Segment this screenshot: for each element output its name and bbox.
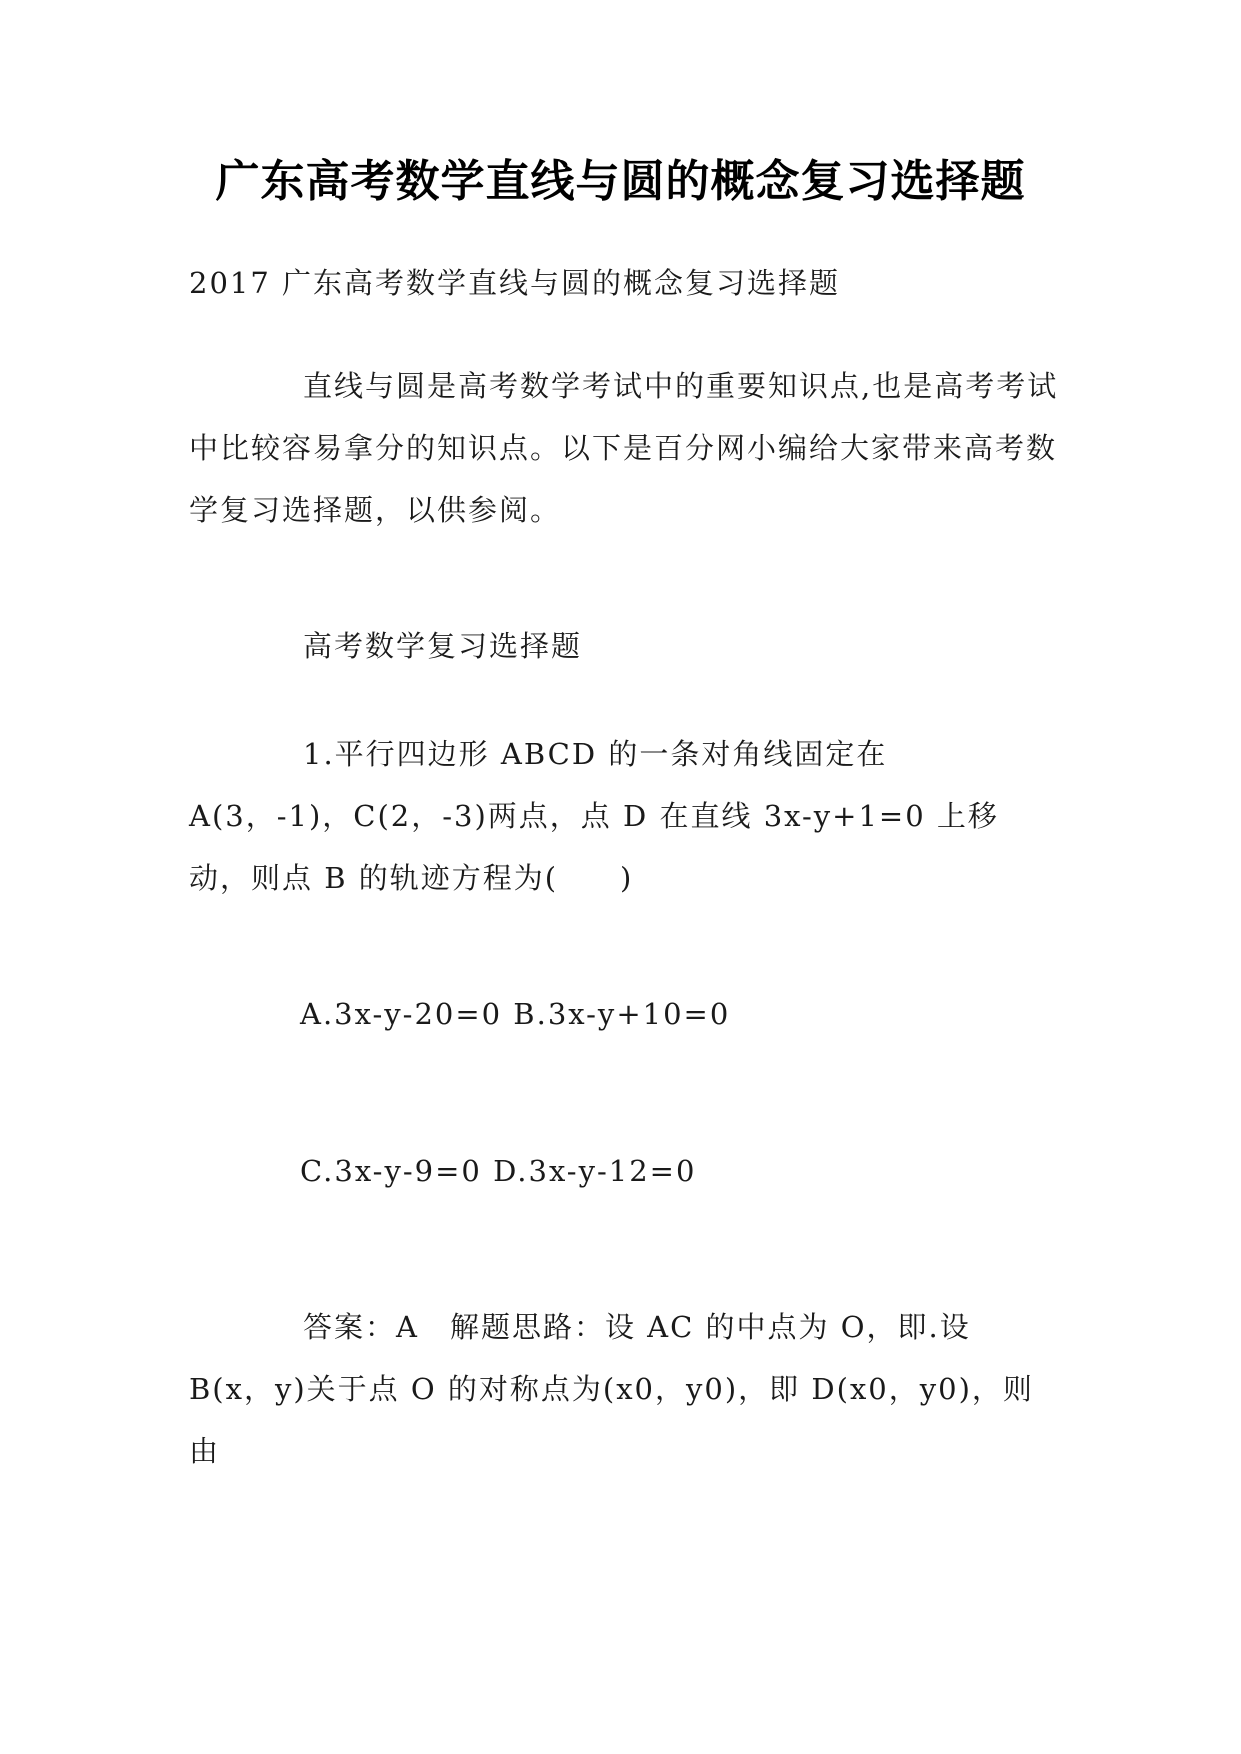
- question-1-text: 1.平行四边形 ABCD 的一条对角线固定在 A(3，-1)，C(2，-3)两点，点 D 在直线 3x-y+1=0 上移动，则点 B 的轨迹方程为( ): [189, 737, 999, 895]
- document-title: 广东高考数学直线与圆的概念复习选择题: [215, 156, 1026, 207]
- options-line-1: A.3x-y-20=0 B.3x-y+10=0: [300, 997, 731, 1031]
- options-line-2: C.3x-y-9=0 D.3x-y-12=0: [300, 1154, 697, 1188]
- section-heading: 高考数学复习选择题: [303, 629, 583, 663]
- intro-paragraph: 直线与圆是高考数学考试中的重要知识点,也是高考考试中比较容易拿分的知识点。以下是百分网小编给大家带来高考数学复习选择题，以供参阅。: [189, 369, 1059, 527]
- answer-paragraph: 答案：A 解题思路：设 AC 的中点为 O，即.设 B(x，y)关于点 O 的对称点为(x0，y0)，即 D(x0，y0)，则由: [189, 1310, 1034, 1468]
- document-subtitle: 2017 广东高考数学直线与圆的概念复习选择题: [189, 266, 841, 300]
